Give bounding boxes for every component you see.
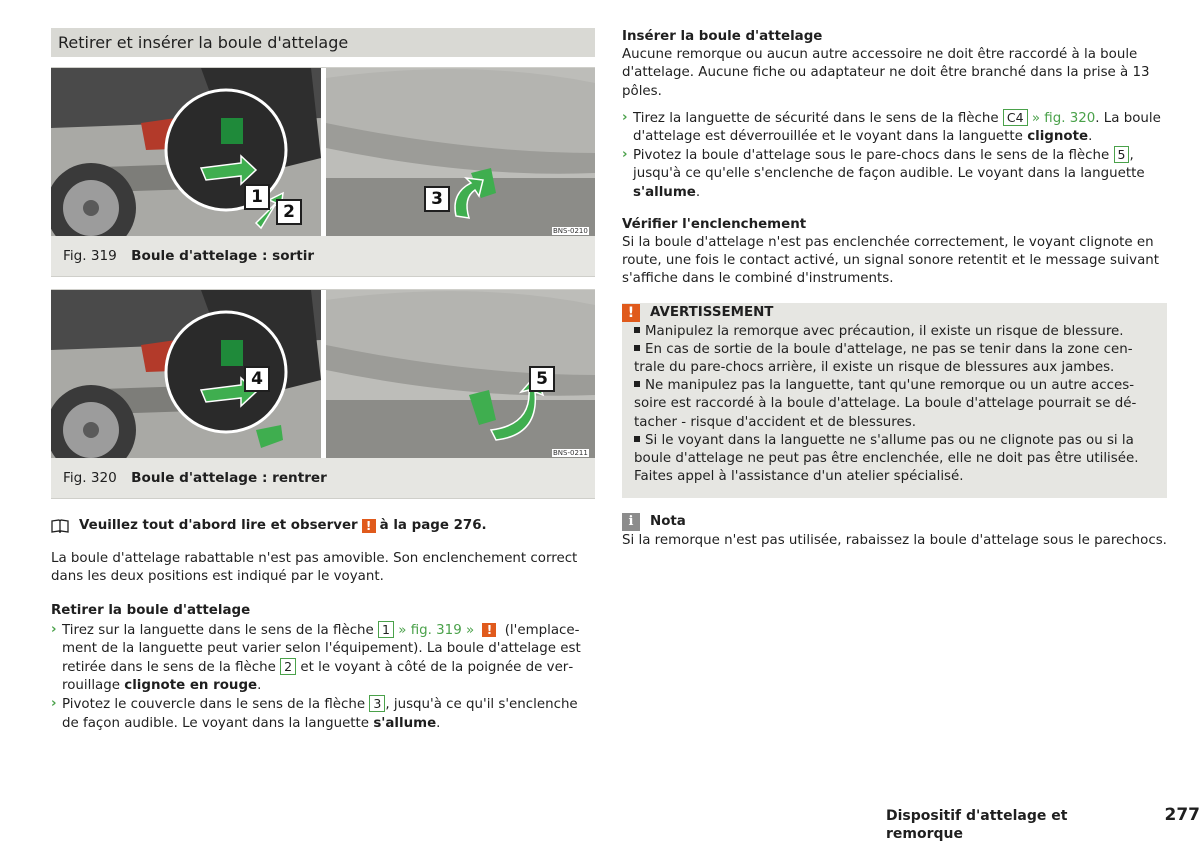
warning-item (634, 323, 1155, 341)
arrow-ref-1: 1 (378, 621, 394, 638)
intro-paragraph: La boule d'attelage rabattable n'est pas amovible. Son enclenchement correct dans les deux positions est indiqué par le voyant. (51, 551, 578, 585)
warning-heading: AVERTISSEMENT (650, 304, 774, 320)
figure-number: Fig. 319 (63, 248, 117, 264)
step-text: . (257, 678, 262, 694)
figure-title: Boule d'attelage : rentrer (131, 470, 327, 486)
inserer-section (622, 28, 1167, 202)
step-chevron-icon: › (622, 109, 628, 125)
verifier-text: Si la boule d'attelage n'est pas enclenchée correctement, le voyant clignote en route, une fois le contact activé, un signal sonore retentit et le message suivant s'affiche dans le combiné d'instruments. (622, 235, 1160, 287)
figure-number: Fig. 320 (63, 470, 117, 486)
retirer-step-1 (51, 621, 595, 696)
figure-319 (51, 67, 595, 277)
bullet-icon (634, 436, 640, 442)
figure-320-illustration (51, 290, 595, 458)
right-column (622, 28, 1167, 551)
step-text: , jusqu'à ce qu'elle s'enclenche de façon audible. Le voyant dans la languette (633, 148, 1145, 182)
inserer-heading: Insérer la boule d'attelage (622, 29, 823, 44)
figure-code: BNS-0211 (553, 449, 588, 457)
step-text: Tirez la languette de sécurité dans le sens de la flèche (633, 110, 999, 126)
step-text: (l'emplacement de la languette peut varier selon l'équipement). La boule d'attelage est retirée dans le sens de la flèche (62, 622, 581, 676)
arrow-ref-2: 2 (280, 658, 296, 675)
warning-icon: ! (362, 519, 376, 533)
step-text: Pivotez le couvercle dans le sens de la flèche (62, 697, 366, 713)
arrow-ref-3: 3 (369, 695, 385, 712)
figure-caption (51, 236, 595, 277)
figure-code: BNS-0210 (553, 227, 588, 235)
nota-heading: Nota (650, 514, 686, 530)
figure-319-illustration (51, 68, 595, 236)
figure-caption (51, 458, 595, 499)
warning-icon: ! (482, 623, 496, 637)
nota-header (622, 512, 1167, 532)
footer-section-title: Dispositif d'attelage et remorque (886, 808, 1068, 843)
page-number: 277 (1164, 805, 1200, 825)
left-column (51, 28, 595, 733)
section-title: Retirer et insérer la boule d'attelage (51, 28, 595, 57)
warning-item-text: Ne manipulez pas la languette, tant qu'une remorque ou un autre accessoire est raccordé à la boule d'attelage. La boule d'attelage pourrait se détacher - risque d'accident et de blessures. (634, 378, 1137, 430)
retirer-section (51, 602, 595, 732)
verifier-section (622, 216, 1167, 289)
step-text: . (436, 715, 441, 731)
warning-item (634, 341, 1155, 377)
arrow-ref-5: 5 (1114, 146, 1130, 163)
figure-319-image (51, 68, 595, 236)
read-first-page[interactable]: à la page 276. (379, 517, 487, 533)
page-footer (886, 806, 1200, 843)
step-text: et le voyant à côté de la poignée de verrouillage (62, 660, 574, 694)
callout-3: 3 (424, 186, 450, 212)
bullet-icon (634, 327, 640, 333)
warning-item (634, 377, 1155, 432)
warning-item-text: Si le voyant dans la languette ne s'allume pas ou ne clignote pas ou si la boule d'attelage ne peut pas être enclenchée, elle ne doit pas être utilisée. Faites appel à l'assistance d'un atelier spécialisé. (634, 432, 1139, 485)
info-icon: i (622, 513, 640, 531)
callout-1: 1 (244, 184, 270, 210)
callout-2: 2 (276, 199, 302, 225)
warning-item-text: Manipulez la remorque avec précaution, il existe un risque de blessure. (645, 323, 1124, 339)
figure-320-image (51, 290, 595, 458)
warning-icon: ! (622, 304, 640, 322)
warning-header (622, 303, 1155, 323)
book-icon (51, 519, 69, 533)
inserer-intro: Aucune remorque ou aucun autre accessoire ne doit être raccordé à la boule d'attelage. Aucune fiche ou adaptateur ne doit être branché dans la prise à 13 pôles. (622, 47, 1150, 99)
step-emphasis: s'allume (373, 715, 437, 731)
step-chevron-icon: › (622, 147, 628, 163)
nota-text: Si la remorque n'est pas utilisée, rabaissez la boule d'attelage sous le parechocs. (622, 533, 1167, 549)
warning-item-text: En cas de sortie de la boule d'attelage, ne pas se tenir dans la zone centrale du pare-chocs arrière, il existe un risque de blessures aux jambes. (634, 341, 1133, 376)
step-chevron-icon: › (51, 696, 57, 712)
step-text: Tirez sur la languette dans le sens de la flèche (62, 622, 374, 638)
step-chevron-icon: › (51, 621, 57, 637)
arrow-ref-4: C4 (1003, 109, 1028, 126)
bullet-icon (634, 345, 640, 351)
bullet-icon (634, 381, 640, 387)
retirer-step-2 (51, 695, 595, 732)
figure-320 (51, 289, 595, 499)
retirer-heading: Retirer la boule d'attelage (51, 603, 251, 619)
step-text: , jusqu'à ce qu'il s'enclenche de façon audible. Le voyant dans la languette (62, 697, 578, 731)
verifier-heading: Vérifier l'enclenchement (622, 216, 807, 232)
step-text: . (695, 184, 701, 200)
step-text: Pivotez la boule d'attelage sous le pare-chocs dans le sens de la flèche (633, 148, 1110, 164)
warning-box (622, 303, 1167, 499)
step-emphasis: clignote (1027, 129, 1089, 145)
read-first-text: Veuillez tout d'abord lire et observer (79, 517, 358, 533)
figure-title: Boule d'attelage : sortir (131, 248, 315, 264)
warning-item (634, 432, 1155, 487)
inserer-step-2 (622, 146, 1167, 202)
step-emphasis: clignote en rouge (124, 678, 258, 694)
callout-5: 5 (529, 366, 555, 392)
figure-link[interactable]: » fig. 319 » (398, 622, 475, 638)
read-first-note (51, 516, 595, 536)
inserer-step-1 (622, 109, 1167, 146)
step-emphasis: s'allume (633, 184, 696, 200)
warning-list (622, 323, 1155, 487)
figure-link[interactable]: » fig. 320 (1031, 110, 1096, 126)
step-text: . La boule d'attelage est déverrouillée et le voyant dans la languette (633, 110, 1161, 145)
step-text: . (1088, 129, 1093, 145)
callout-4: 4 (244, 366, 270, 392)
